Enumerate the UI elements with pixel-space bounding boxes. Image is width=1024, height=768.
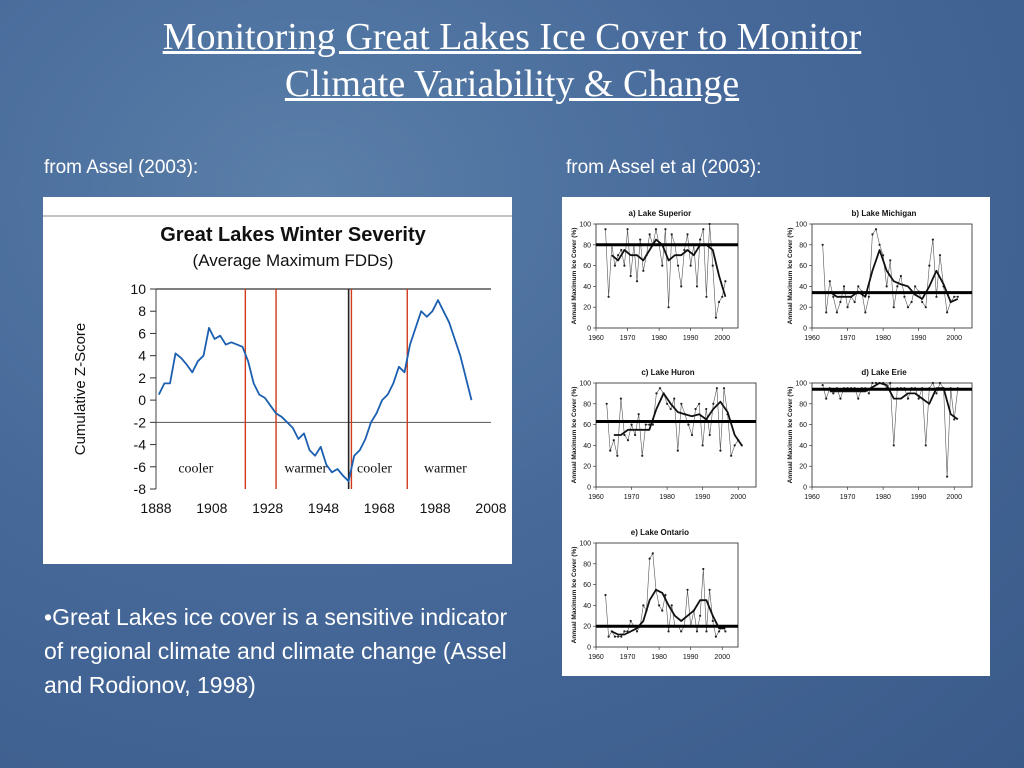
annual-ice-point [608, 296, 610, 298]
annual-ice-point [626, 228, 628, 230]
lake-chart [571, 368, 756, 501]
y-axis-label: Cumulative Z-Score [72, 322, 89, 456]
annual-ice-point [854, 301, 856, 303]
annual-ice-point [875, 228, 877, 230]
lake-chart-title: e) Lake Ontario [630, 528, 690, 537]
y-tick-label: 20 [583, 304, 591, 312]
annual-ice-point [719, 450, 721, 452]
x-tick-label: 1980 [659, 494, 675, 501]
x-tick-label: 2008 [475, 500, 507, 516]
period-annotation: cooler [178, 461, 214, 477]
annual-ice-point [839, 301, 841, 303]
annual-ice-point [614, 265, 616, 267]
x-tick-label: 1960 [588, 654, 604, 661]
y-tick-label: 60 [799, 263, 807, 271]
annual-ice-point [702, 228, 704, 230]
y-tick-label: 40 [799, 442, 807, 450]
x-tick-label: 1970 [839, 494, 856, 501]
annual-ice-point [900, 275, 902, 277]
x-tick-label: 1960 [588, 494, 604, 501]
lake-chart-title: a) Lake Superior [628, 209, 692, 218]
y-tick-label: 40 [583, 442, 591, 450]
annual-ice-point [868, 296, 870, 298]
annual-ice-point [667, 630, 669, 632]
x-tick-label: 1988 [419, 500, 451, 516]
annual-ice-point [699, 239, 701, 241]
annual-ice-point [670, 408, 672, 410]
annual-ice-point [723, 387, 725, 389]
x-tick-label: 1980 [651, 654, 667, 661]
x-tick-label: 1968 [363, 500, 395, 516]
annual-ice-point [702, 568, 704, 570]
annual-ice-point [641, 455, 643, 457]
annual-ice-point [620, 398, 622, 400]
annual-ice-point [921, 301, 923, 303]
annual-ice-point [630, 620, 632, 622]
annual-ice-point [839, 398, 841, 400]
annual-ice-point [638, 413, 640, 415]
annual-ice-point [843, 285, 845, 287]
y-tick-label: 60 [799, 422, 807, 430]
x-tick-label: 1990 [694, 494, 711, 501]
annual-ice-point [671, 233, 673, 235]
annual-ice-point [658, 604, 660, 606]
annual-ice-point [661, 610, 663, 612]
annual-ice-point [946, 476, 948, 478]
annual-ice-point [953, 418, 955, 420]
annual-ice-point [918, 398, 920, 400]
annual-ice-point [655, 392, 657, 394]
annual-ice-point [864, 311, 866, 313]
y-tick-label: -4 [133, 436, 146, 453]
annual-ice-point [667, 306, 669, 308]
x-tick-label: 1888 [140, 500, 172, 516]
lake-chart [571, 528, 738, 661]
annual-ice-point [939, 382, 941, 384]
bullet-marker: • [44, 604, 53, 630]
annual-ice-point [712, 620, 714, 622]
y-tick-label: 60 [583, 422, 591, 430]
severity-line [159, 300, 472, 481]
x-tick-label: 2000 [714, 335, 731, 342]
slide-title [0, 14, 1024, 108]
annual-ice-point [889, 259, 891, 261]
y-axis-label: Annual Maximum Ice Cover (%) [571, 386, 578, 484]
period-annotation: warmer [284, 461, 328, 477]
annual-ice-point [907, 306, 909, 308]
annual-ice-point [606, 403, 608, 405]
x-tick-label: 1970 [619, 335, 636, 342]
y-tick-label: 40 [583, 602, 591, 610]
annual-ice-point [699, 615, 701, 617]
x-tick-label: 1970 [623, 494, 640, 501]
annual-ice-point [857, 285, 859, 287]
period-annotation: cooler [357, 461, 392, 477]
y-tick-label: -8 [133, 481, 146, 497]
annual-ice-point [627, 439, 629, 441]
annual-ice-point [896, 285, 898, 287]
annual-ice-point [661, 265, 663, 267]
lake-chart-frame [596, 543, 738, 647]
y-axis-label: Annual Maximum Ice Cover (%) [787, 386, 794, 484]
winter-severity-chart [43, 197, 512, 564]
annual-ice-point [832, 392, 834, 394]
y-tick-label: 80 [799, 401, 807, 409]
y-tick-label: 2 [138, 369, 146, 386]
annual-ice-point [620, 636, 622, 638]
annual-ice-point [846, 306, 848, 308]
x-tick-label: 1980 [875, 494, 891, 501]
annual-ice-point [932, 239, 934, 241]
y-tick-label: 100 [579, 221, 591, 229]
slide-title-line2: Climate Variability & Change [284, 63, 740, 105]
y-tick-label: 0 [803, 484, 807, 492]
annual-ice-point [642, 604, 644, 606]
period-annotation: warmer [424, 461, 467, 477]
y-axis-label: Annual Maximum Ice Cover (%) [571, 227, 578, 325]
y-tick-label: -2 [133, 414, 146, 431]
annual-ice-point [946, 311, 948, 313]
annual-ice-point [721, 296, 723, 298]
annual-ice-point [614, 636, 616, 638]
x-tick-label: 1970 [839, 335, 856, 342]
y-tick-label: 40 [799, 283, 807, 291]
annual-ice-point [712, 265, 714, 267]
annual-ice-point [686, 589, 688, 591]
annual-ice-point [893, 444, 895, 446]
x-tick-label: 2000 [946, 335, 963, 342]
x-tick-label: 1980 [651, 335, 667, 342]
y-tick-label: 6 [138, 325, 146, 342]
annual-ice-point [609, 450, 611, 452]
annual-ice-point [666, 403, 668, 405]
y-tick-label: 100 [579, 380, 591, 388]
y-tick-label: 0 [587, 325, 591, 333]
lake-chart-frame [812, 383, 972, 487]
x-tick-label: 1908 [196, 500, 228, 516]
y-tick-label: 20 [799, 463, 807, 471]
y-tick-label: 80 [583, 242, 591, 250]
annual-ice-point [822, 244, 824, 246]
annual-ice-point [604, 228, 606, 230]
annual-ice-point [907, 398, 909, 400]
y-tick-label: 100 [795, 380, 807, 388]
y-tick-label: 4 [138, 347, 146, 364]
y-tick-label: 80 [799, 242, 807, 250]
x-tick-label: 1990 [910, 335, 927, 342]
annual-ice-point [709, 434, 711, 436]
annual-ice-point [857, 398, 859, 400]
annual-ice-point [677, 265, 679, 267]
annual-ice-point [928, 265, 930, 267]
lake-chart-title: c) Lake Huron [641, 368, 695, 377]
annual-ice-point [718, 301, 720, 303]
annual-ice-point [680, 403, 682, 405]
annual-ice-point [636, 280, 638, 282]
lake-chart [787, 209, 972, 342]
annual-ice-point [889, 382, 891, 384]
lake-chart [787, 368, 972, 501]
annual-ice-point [649, 558, 651, 560]
y-tick-label: 0 [138, 392, 146, 409]
annual-ice-point [664, 228, 666, 230]
annual-ice-point [730, 455, 732, 457]
y-tick-label: 60 [583, 263, 591, 271]
annual-ice-point [623, 630, 625, 632]
annual-ice-point [649, 233, 651, 235]
annual-ice-point [893, 306, 895, 308]
annual-ice-point [616, 455, 618, 457]
annual-ice-point [871, 382, 873, 384]
annual-ice-point [939, 254, 941, 256]
lake-ice-cover-charts [562, 197, 990, 676]
bullet-point [44, 600, 514, 702]
caption-left: from Assel (2003): [44, 157, 199, 178]
running-mean-line [830, 250, 958, 302]
annual-ice-point [829, 280, 831, 282]
annual-ice-point [636, 630, 638, 632]
y-tick-label: 10 [130, 281, 146, 297]
lake-chart [571, 209, 738, 342]
annual-ice-point [878, 244, 880, 246]
x-tick-label: 1990 [682, 335, 699, 342]
annual-ice-point [957, 296, 959, 298]
annual-ice-point [709, 223, 711, 225]
annual-ice-point [677, 450, 679, 452]
annual-ice-line [606, 224, 726, 318]
annual-ice-point [652, 552, 654, 554]
x-tick-label: 1960 [804, 335, 820, 342]
chart-title: Great Lakes Winter Severity [160, 224, 426, 246]
annual-ice-point [604, 594, 606, 596]
y-tick-label: 60 [583, 582, 591, 590]
y-tick-label: 100 [579, 540, 591, 548]
y-tick-label: 80 [583, 401, 591, 409]
annual-ice-point [832, 296, 834, 298]
x-tick-label: 1928 [252, 500, 284, 516]
annual-ice-point [734, 444, 736, 446]
y-tick-label: 20 [799, 304, 807, 312]
annual-ice-point [694, 408, 696, 410]
annual-ice-point [630, 275, 632, 277]
annual-ice-point [705, 630, 707, 632]
annual-ice-point [914, 285, 916, 287]
x-tick-label: 1980 [875, 335, 891, 342]
y-axis-label: Annual Maximum Ice Cover (%) [787, 227, 794, 325]
lake-ice-cover-panel [562, 197, 990, 676]
annual-ice-point [886, 285, 888, 287]
y-tick-label: 80 [583, 561, 591, 569]
annual-ice-point [702, 444, 704, 446]
y-tick-label: 20 [583, 623, 591, 631]
annual-ice-point [925, 444, 927, 446]
x-tick-label: 1960 [804, 494, 820, 501]
winter-severity-panel [43, 197, 512, 564]
annual-ice-point [680, 285, 682, 287]
annual-ice-point [613, 439, 615, 441]
annual-ice-point [696, 630, 698, 632]
y-tick-label: 0 [803, 325, 807, 333]
y-tick-label: -6 [133, 458, 146, 475]
annual-ice-point [696, 285, 698, 287]
annual-ice-point [718, 630, 720, 632]
annual-ice-point [671, 604, 673, 606]
annual-ice-point [836, 311, 838, 313]
annual-ice-point [825, 398, 827, 400]
annual-ice-point [935, 296, 937, 298]
running-mean-line [614, 393, 742, 445]
annual-ice-point [953, 296, 955, 298]
y-tick-label: 20 [583, 463, 591, 471]
caption-right: from Assel et al (2003): [566, 157, 762, 178]
y-tick-label: 0 [587, 484, 591, 492]
annual-ice-point [705, 296, 707, 298]
annual-ice-point [709, 589, 711, 591]
lake-chart-title: d) Lake Erie [861, 368, 907, 377]
annual-ice-point [634, 434, 636, 436]
bullet-text: Great Lakes ice cover is a sensitive indicator of regional climate and climate change (Assel and Rodionov, 1998) [44, 604, 508, 698]
annual-ice-point [642, 270, 644, 272]
annual-ice-point [871, 233, 873, 235]
annual-ice-point [680, 630, 682, 632]
annual-ice-point [903, 296, 905, 298]
annual-ice-point [617, 254, 619, 256]
x-tick-label: 1960 [588, 335, 604, 342]
annual-ice-point [620, 249, 622, 251]
annual-ice-point [724, 280, 726, 282]
annual-ice-point [822, 384, 824, 386]
y-tick-label: 40 [583, 283, 591, 291]
x-tick-label: 1970 [619, 654, 636, 661]
x-tick-label: 2000 [946, 494, 963, 501]
y-tick-label: 100 [795, 221, 807, 229]
annual-ice-point [608, 636, 610, 638]
annual-ice-point [715, 317, 717, 319]
annual-ice-point [659, 387, 661, 389]
chart-subtitle: (Average Maximum FDDs) [192, 251, 394, 270]
annual-ice-point [630, 424, 632, 426]
annual-ice-point [645, 424, 647, 426]
annual-ice-point [686, 233, 688, 235]
y-tick-label: 0 [587, 644, 591, 652]
annual-ice-point [690, 265, 692, 267]
annual-ice-point [716, 387, 718, 389]
x-tick-label: 2000 [714, 654, 731, 661]
annual-ice-point [935, 392, 937, 394]
x-tick-label: 2000 [730, 494, 747, 501]
annual-ice-point [691, 434, 693, 436]
annual-ice-point [932, 382, 934, 384]
annual-ice-point [715, 636, 717, 638]
annual-ice-point [925, 306, 927, 308]
annual-ice-point [639, 239, 641, 241]
x-tick-label: 1990 [682, 654, 699, 661]
annual-ice-line [823, 383, 958, 477]
y-axis-label: Annual Maximum Ice Cover (%) [571, 546, 578, 644]
annual-ice-point [712, 403, 714, 405]
x-tick-label: 1990 [910, 494, 927, 501]
annual-ice-point [687, 424, 689, 426]
annual-ice-point [673, 398, 675, 400]
annual-ice-point [724, 630, 726, 632]
annual-ice-point [910, 301, 912, 303]
slide-title-line1: Monitoring Great Lakes Ice Cover to Monitor [162, 16, 862, 58]
annual-ice-point [617, 636, 619, 638]
x-tick-label: 1948 [307, 500, 340, 516]
annual-ice-point [825, 311, 827, 313]
annual-ice-point [683, 249, 685, 251]
y-tick-label: 8 [138, 303, 146, 320]
annual-ice-point [655, 228, 657, 230]
annual-ice-point [705, 408, 707, 410]
lake-chart-title: b) Lake Michigan [851, 209, 917, 218]
annual-ice-point [623, 434, 625, 436]
annual-ice-line [823, 229, 958, 312]
annual-ice-point [698, 403, 700, 405]
annual-ice-point [623, 265, 625, 267]
annual-ice-point [868, 392, 870, 394]
